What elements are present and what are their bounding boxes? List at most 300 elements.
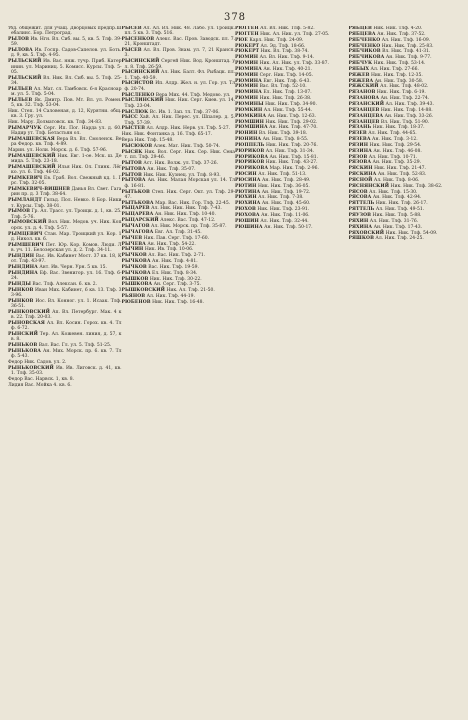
entry-details: Ник. Степ. 14 Саловеная, д. 12, Курятни. общ. кв. 3. Гру. ул.	[8, 108, 122, 120]
entry-details: Ал. Ник. Тлф. 44-65.	[368, 131, 417, 137]
entry-surname: РЯБЧУК	[348, 61, 373, 67]
entry-surname: РЫСИНСКИЙ	[121, 70, 160, 76]
entry-details: Ник. Ник. Тлф. 54-09.	[385, 230, 438, 236]
directory-columns	[8, 26, 462, 714]
entry-surname: РЫЦАРСКИЙ	[121, 218, 159, 224]
directory-entry	[122, 294, 236, 299]
directory-entry	[235, 213, 349, 218]
entry-details: Вл. Ник. Тлф. 41-31.	[382, 49, 431, 55]
directory-entry	[8, 383, 122, 388]
entry-details: Ант. Ив. Черн. Урн. 5 кв. 15.	[39, 264, 107, 270]
entry-surname: РЯТТЕЛЬ	[348, 207, 375, 213]
entry-details: Ал. Ник. Тлф. 44-19.	[146, 294, 195, 300]
directory-entry	[235, 143, 349, 148]
directory-entry	[122, 144, 236, 149]
entry-surname: РЮМИНА	[235, 90, 262, 96]
directory-entry	[122, 59, 236, 70]
entry-surname: РЯЗЕВ	[348, 131, 367, 137]
directory-entry	[122, 218, 236, 223]
entry-details: Вера Вл. Вл. Смоленск. Вера Федор. кв. Тлф. 4-89.	[11, 136, 122, 148]
directory-entry	[122, 150, 236, 161]
directory-entry	[235, 96, 349, 101]
directory-entry	[8, 332, 122, 343]
entry-details: Ник. Ник. Тлф. 29-02.	[265, 119, 318, 125]
entry-details: Алекс. Вас. Тлф. 47-12.	[160, 218, 216, 224]
directory-entry	[235, 38, 349, 43]
entry-details: тбд. общежит. для учащ. Дворцовых предпр.Шебалинс. Бор. Петроград.	[8, 26, 122, 37]
entry-surname: РЯЖЕВА	[348, 78, 374, 84]
entry-details: Ал. Вас. Ник. Тлф. 2-71.	[148, 253, 206, 259]
directory-entry	[349, 61, 463, 66]
directory-entry	[122, 242, 236, 247]
entry-surname: РЫЛЬЕВ	[8, 86, 33, 92]
entry-surname: РЫМАШЕВСКИЙ	[8, 164, 56, 170]
directory-entry	[122, 132, 236, 137]
entry-surname: РЫНОВСКАЯ	[8, 320, 45, 326]
entry-details: Ал. Ник. Балт. Фл. Рыбацк. пл. 1. Тлф. 40-59.	[124, 70, 235, 81]
entry-details: Ал. Ник. Тлф. 8-06.	[373, 177, 420, 183]
directory-entry	[349, 201, 463, 206]
entry-details: Вл. Ник. Тлф. 51-90.	[380, 119, 430, 125]
entry-surname: РЫЛОВ	[8, 37, 29, 43]
entry-surname: РЮМИН	[235, 61, 259, 67]
directory-entry	[8, 282, 122, 287]
directory-entry	[235, 172, 349, 177]
entry-details: Ник. Ник. Тлф. 6-19.	[376, 90, 426, 96]
directory-entry	[8, 377, 122, 382]
entry-details: Вас. Тлф. Алексан. 6. кв. 2.	[32, 281, 98, 287]
entry-details: Ал. Ник. Ник. Ник. Тлф. 7-43.	[151, 206, 222, 212]
directory-entry	[8, 154, 122, 165]
entry-surname: РЯЗАНОВА	[348, 96, 380, 102]
entry-surname: РЫНЬКОВА	[8, 348, 42, 354]
entry-surname: РЯЗАНЦЕВА	[348, 113, 384, 119]
directory-entry	[349, 55, 463, 60]
entry-details: Ан. Ник. Тлф. 30-58.	[374, 78, 424, 84]
entry-details: Мар. Ник. Тлф. 2-96.	[269, 166, 319, 172]
entry-surname: РЯБЧИКОВА	[348, 55, 385, 61]
directory-entry	[8, 87, 122, 98]
entry-details: Хай. Ал. Ник. Перес. ул. Шпалер. д. 5. Тлф. 57-39.	[124, 115, 235, 126]
entry-details: Ан. Ник. Тлф. 42-94.	[372, 195, 422, 201]
entry-details: Ан. Ник. Тлф. 8-55.	[262, 137, 309, 143]
entry-details: Ник. Евг. 1-ое. Мск. ш. Демида. 5. Тлф. 23-18.	[11, 153, 122, 165]
directory-entry	[349, 96, 463, 101]
entry-surname: РЮНИНА	[235, 137, 262, 143]
entry-surname: РЯХОВСКИЙ	[348, 230, 385, 236]
entry-surname: РЯЗАНОВ	[348, 90, 376, 96]
entry-details: Аст. Ник. Волж. ул. Тлф. 37-26.	[143, 160, 219, 166]
entry-details: Ник. Ник. Тлф. 4-20.	[373, 26, 423, 31]
entry-details: Марин. ул. Ноли. Морск. д. 6. Тлф. 57-96.	[8, 148, 108, 154]
directory-entry	[235, 125, 349, 130]
entry-details: Ал. Ник. Тлф. 39-43.	[385, 101, 434, 107]
directory-entry	[349, 178, 463, 183]
entry-details: Вол. Ник. Медов. уч. Ник. Копорск. ул. д. 4. Тлф. 5-57.	[11, 220, 122, 231]
directory-entry	[8, 165, 122, 176]
directory-entry	[122, 288, 236, 293]
directory-entry	[349, 149, 463, 154]
directory-entry	[8, 299, 122, 310]
directory-entry	[122, 190, 236, 201]
entry-details: Ник. Ник. Тлф. 29-54.	[369, 142, 422, 148]
entry-details: Ал. Ник. Тлф. 15-30.	[369, 189, 418, 195]
directory-entry	[349, 102, 463, 107]
entry-surname: РЫНДИН	[8, 253, 35, 259]
directory-entry	[349, 131, 463, 136]
directory-entry	[8, 220, 122, 231]
entry-details: Ан. Ник. Тлф. 17-43.	[373, 224, 423, 230]
entry-surname: РЫМЦЕВИЧ	[8, 231, 43, 237]
entry-details: Ал. Вл. Ник. Тлф. 5-82.	[260, 26, 315, 31]
directory-entry	[235, 219, 349, 224]
directory-entry	[8, 343, 122, 348]
entry-surname: РЮГГЕН	[235, 31, 259, 37]
directory-entry	[235, 55, 349, 60]
entry-surname: РЮХИНА	[235, 201, 261, 207]
entry-surname: РЫЧКОВ	[121, 264, 147, 270]
entry-surname: РЫЧЕВ	[121, 235, 143, 241]
directory-entry	[235, 114, 349, 119]
directory-entry	[8, 360, 122, 365]
directory-entry	[8, 109, 122, 120]
entry-surname: РЯБЧИКОВ	[348, 49, 381, 55]
directory-entry	[122, 178, 236, 189]
entry-surname: РЯХИН	[348, 218, 369, 224]
entry-details: Ник. Вол. Серг. Ник. Сер. Ник. Сенат. пл. Тлф. 29-46.	[124, 149, 235, 161]
entry-surname: РЫСЛЕНКО	[121, 92, 155, 98]
entry-surname: РЫЧАГОВА	[121, 229, 154, 235]
entry-surname: РЯЗАНЬ	[348, 125, 372, 131]
entry-details: Гр. Ал. Трасс. ул. Троицк. д. 1, кв. 25. Тлф. 5-76.	[11, 209, 122, 220]
entry-surname: РЮРИКОВА	[235, 166, 269, 172]
directory-entry	[8, 254, 122, 265]
entry-details: Ан. Ник. Тлф. 45-60.	[261, 201, 311, 207]
entry-details: Ник. Ал. Ник. ул. Тлф. 27-05.	[260, 31, 330, 37]
entry-details: Ал. Ник. Тлф. 24-25.	[375, 236, 424, 242]
entry-surname: РЯЗИН	[348, 142, 369, 148]
entry-details: Ан. Ник. Тлф. 47-70.	[269, 125, 318, 131]
entry-surname: РЫЛОВА	[8, 48, 33, 54]
entry-details: Лидия Вас. Мойка 4. кв. 6.	[8, 382, 72, 388]
directory-entry	[8, 98, 122, 109]
directory-entry	[349, 108, 463, 113]
directory-entry	[235, 61, 349, 66]
entry-surname: РЯХИНА	[348, 224, 373, 230]
directory-entry	[8, 321, 122, 332]
entry-details: Стан. Мар. Троицкий ул. Кор. 1 д. Никол. кв. 6.	[11, 231, 122, 242]
entry-details: Ал. Эд. Тлф. 18-66.	[260, 43, 306, 49]
directory-entry	[235, 131, 349, 136]
entry-surname: РЫШКОВА	[121, 282, 153, 288]
entry-surname: РЮКЕРТ	[235, 43, 260, 49]
entry-surname: РЮМКИН	[235, 107, 263, 113]
directory-entry	[349, 207, 463, 212]
entry-details: Ник. Ник. Тлф. 5-88.	[372, 213, 422, 218]
entry-details: Серг. Ник. Тлф. 14-05.	[259, 72, 314, 78]
entry-details: Ев. Граб. Вол. Свежный кд. 1. Грс. Тлф. 32-05.	[11, 176, 122, 187]
entry-surname: РЯЖЕВ	[348, 72, 370, 78]
entry-surname: РЮХИН	[235, 195, 257, 201]
directory-entry	[349, 73, 463, 78]
directory-entry	[235, 178, 349, 183]
directory-entry	[122, 70, 236, 81]
directory-entry	[8, 265, 122, 270]
directory-entry	[122, 253, 236, 258]
directory-entry	[8, 198, 122, 209]
entry-details: Алек. Мат. Ник. Тлф. 50-74.	[153, 143, 221, 149]
entry-details: Ал. Ник. Тлф. 7-38.	[258, 195, 304, 201]
entry-surname: РЫЧКОВА	[121, 270, 151, 276]
entry-details: Ал. Ник. Тлф. 10-71.	[368, 154, 418, 160]
entry-surname: РЫМАРЧУК	[8, 125, 42, 131]
entry-surname: РЯБЦЕВ	[348, 26, 372, 31]
entry-details: Ал. Ник. Морск. пр. Тлф. 35-87.	[151, 224, 227, 229]
directory-entry	[8, 288, 122, 299]
directory-entry	[122, 115, 236, 126]
directory-entry	[8, 37, 122, 48]
entry-surname: РЯЗАНСКИЙ	[348, 101, 385, 107]
entry-surname: РЫТЬКОВА	[121, 200, 154, 206]
entry-details: Ал. Ник. Тлф. 31-76.	[369, 218, 419, 224]
entry-details: Мар. Вас. Ник. Гор. Тлф. 22-45.	[155, 200, 231, 206]
entry-surname: РЫНДЫ	[8, 281, 31, 287]
entry-surname: РЫМКЕВИЧ-ВИШНЕВ	[8, 187, 71, 193]
entry-surname: РЫЛЬЕВ	[8, 97, 33, 103]
directory-entry	[235, 67, 349, 72]
entry-surname: РЮТИНА	[235, 189, 261, 195]
entry-details: Ник. Ив. Тлф. 10-06.	[144, 247, 194, 253]
entry-details: Ник. Ник. Серг. Киев. ул. 14. Тлф. 23-04.	[124, 98, 235, 109]
entry-details: Ив. Госпр. Садов-Сапелов. ул. Боть. д. 9, кв. 5. Тлф. 4-95.	[11, 48, 122, 59]
entry-details: Сергей Ник. Вод. Кронштад. ул. 8. Тлф. 26-59.	[124, 59, 235, 70]
entry-surname: РЮБЕНОВ	[121, 299, 151, 305]
entry-surname: РЮРИКОВ	[235, 148, 265, 154]
directory-entry	[8, 243, 122, 254]
entry-details: Ан. Ник. Тлф. 11-06.	[261, 213, 310, 218]
entry-details: Федор Ник. Садов. ул. 2.	[8, 360, 67, 365]
directory-column	[8, 26, 122, 714]
directory-entry	[8, 48, 122, 59]
directory-entry	[349, 26, 463, 31]
entry-details: Ник. Ник. Тлф. 16-48.	[152, 299, 204, 305]
entry-details: Ник. Ник. Тлф. 53-14.	[373, 61, 426, 67]
entry-surname: РЮХОВ	[235, 207, 256, 213]
directory-entry	[349, 137, 463, 142]
entry-details: Ан. Ник. Тлф. 12-63.	[267, 113, 317, 119]
directory-column	[235, 26, 349, 714]
directory-entry	[235, 160, 349, 165]
entry-surname: РЯЗИНА	[348, 148, 372, 154]
entry-details: Ник. Ал. Тлф. 21-50.	[166, 288, 215, 294]
entry-surname: РЫНЬКОВ	[8, 343, 38, 349]
entry-surname: РЮШИНА	[235, 224, 263, 230]
directory-entry	[349, 184, 463, 189]
entry-details: Ан. Ник. Тлф. 40-21.	[263, 66, 312, 72]
entry-details: Ник. Ник. Кузнец. ул. Тлф. 8-93.	[143, 172, 221, 178]
entry-details: Ник. Ник. Тлф. 36-05.	[257, 183, 310, 189]
entry-surname: РЯБЧЕНКО	[348, 37, 381, 43]
entry-surname: РЫСЛЮК	[121, 109, 149, 115]
directory-entry	[122, 265, 236, 270]
directory-entry	[349, 114, 463, 119]
entry-surname: РЫМАШЕВСКИЙ	[8, 153, 56, 159]
directory-entry	[122, 110, 236, 115]
entry-surname: РЫТОВ	[121, 160, 142, 166]
directory-entry	[349, 143, 463, 148]
entry-details: Ник. Ник. Тлф. 18-37.	[372, 125, 425, 131]
entry-surname: РЮНИН	[235, 131, 258, 137]
entry-details: Ел. Ник. Тлф. 8-34.	[152, 270, 198, 276]
directory-entry	[349, 166, 463, 171]
directory-entry	[8, 126, 122, 137]
entry-details: Вл. Ник. Тлф. 39-18.	[258, 131, 308, 137]
entry-surname: РЯЗОВА	[348, 160, 372, 166]
entry-surname: РЮМШИН	[235, 119, 264, 125]
directory-entry	[349, 213, 463, 218]
entry-details: Ал. Мат. сл. Тамбовск. 6-я Красноарм. ул. 5. Тлф. 5-04.	[11, 86, 122, 97]
entry-surname: РЫНЬКОВСКИЙ	[8, 365, 54, 371]
entry-details: Ан. Ник. Тлф. 54-22.	[147, 241, 196, 247]
directory-entry	[122, 282, 236, 287]
entry-details: Ан. Ник. Тлф. 50-17.	[264, 224, 313, 230]
entry-surname: РЫТЬКОВ	[121, 189, 150, 195]
entry-surname: РЯШКОВ	[348, 236, 374, 242]
directory-entry	[122, 300, 236, 305]
entry-details: Ал. Вл. Косин. Горох. кв. 4. Тлф. 6-72.	[11, 320, 122, 332]
directory-entry	[8, 209, 122, 220]
entry-surname: РЫМЛАНДТ	[8, 198, 42, 204]
entry-details: Ник. Пав. Серг. Тлф. 17-60.	[143, 235, 210, 241]
directory-entry	[122, 230, 236, 235]
directory-entry	[235, 120, 349, 125]
directory-entry	[235, 49, 349, 54]
entry-surname: РЫТОВА	[121, 178, 146, 184]
directory-entry	[122, 167, 236, 172]
directory-entry	[235, 184, 349, 189]
directory-entry	[122, 48, 236, 59]
directory-column	[122, 26, 236, 714]
entry-details: Ник. Ник. Тлф. 30-22.	[149, 276, 202, 282]
entry-details: Як. Дмитр. Пов. Мт. Вл. ул. Ромен. 5, кв. 32. Тлф. 53-04.	[11, 97, 122, 109]
directory-entry	[122, 126, 236, 131]
entry-surname: РЯЖСКИЙ	[348, 84, 379, 90]
entry-surname: РЫНДИНА	[8, 264, 38, 270]
directory-entry	[349, 219, 463, 224]
entry-surname: РЫНКОВ	[8, 298, 34, 304]
entry-surname: РЯУЗОВ	[348, 213, 372, 218]
entry-details: Ел. Ник. Тлф. 13-07.	[263, 90, 312, 96]
directory-entry	[235, 26, 349, 31]
entry-details: Ник. Ник. Тлф. 20-76.	[265, 142, 318, 148]
entry-details: Ан. Ник. Тлф. 46-08.	[373, 148, 422, 154]
entry-surname: РЯЗОВ	[348, 154, 368, 160]
entry-details: Ал. Ник. Тлф. 16-09.	[381, 37, 431, 43]
entry-details: Серг. Ип. Пог. Нарда ул. д. 60. Надир ут. Тлф. Бетастьян ол.	[11, 125, 122, 137]
directory-entry	[349, 172, 463, 177]
entry-details: Данья Вл. Свет. Гагарин пр. д. 3 Тлф. 38-64.	[11, 187, 122, 198]
entry-surname: РЫСЕНКОВ	[121, 37, 155, 43]
directory-entry	[8, 187, 122, 198]
entry-details: Ник. Мару. Долматовск. кв. Тлф. 34-83.	[8, 120, 103, 125]
directory-entry	[122, 161, 236, 166]
entry-surname: РЮРИКОВ	[235, 160, 265, 166]
directory-entry	[235, 225, 349, 230]
entry-surname: РЮМИН	[235, 72, 259, 78]
entry-details: Ан. Ник. Тлф. 19-72.	[261, 189, 311, 195]
entry-details: Вас. Вл. Тлф. 52-10.	[259, 84, 307, 90]
entry-details: Ал. Ал. Вл. Ник. 48. Лабо. ул. Троицк. пл. 5 кв. 3. Тлф. 516.	[124, 26, 235, 37]
entry-details: Ник. Ник. Тлф. 26-17.	[375, 201, 428, 207]
entry-details: Ник. Ник. Тлф. 23-91.	[257, 207, 310, 213]
entry-details: Ив. Ив. Лиговск. д. 41, кв. 1. Тлф. 35-03.	[11, 365, 122, 377]
entry-surname: РЮРИКОВА	[235, 154, 269, 160]
directory-entry	[122, 37, 236, 48]
directory-entry	[349, 160, 463, 165]
directory-entry	[235, 201, 349, 206]
entry-surname: РЫСС	[121, 115, 138, 121]
entry-surname: РЯТТЕЛЬ	[348, 201, 375, 207]
entry-details: Ник. Вл. Тлф. 38-74.	[260, 49, 309, 55]
entry-surname: РЫТОВ	[121, 172, 142, 178]
entry-details: Ал. Ник. Тлф. 31-34.	[265, 148, 315, 154]
directory-entry	[122, 236, 236, 241]
entry-surname: РЯЗАНЦЕВ	[348, 107, 380, 113]
entry-details: Ап. Вл. Петербург. Мак. 4 кв. 22. Тлф. 20-03.	[11, 309, 122, 321]
directory-column	[349, 26, 463, 714]
directory-entry	[8, 26, 122, 37]
entry-details: Ан. Ник. Тлф. 9-77.	[385, 55, 432, 61]
entry-details: Вера Ник. Тлф. 15-48.	[121, 138, 174, 144]
entry-surname: РЯЗЕВА	[348, 137, 371, 143]
entry-surname: РЫМШЕВИЧ	[8, 242, 44, 248]
entry-details: Ан. Ник. Тлф. 15-81.	[269, 154, 319, 160]
entry-surname: РЬЯНОВ	[121, 294, 146, 300]
entry-details: Пет. Юр. Кор. Комов. Люди. Лв. уч. 11. Белозерская ул. д. 2. Тлф. 34-11.	[11, 242, 122, 253]
directory-entry	[122, 224, 236, 229]
entry-details: Ал. Вл. Ник. Тлф. 9-14.	[259, 55, 315, 61]
entry-surname: РЫШКОВСКИЙ	[121, 288, 165, 294]
entry-surname: РЯСКИНА	[348, 172, 377, 178]
directory-entry	[235, 90, 349, 95]
entry-surname: РЫЧКОВА	[121, 259, 151, 265]
entry-surname: РЫМАШЕВСКАЯ	[8, 136, 55, 142]
entry-details: Гильд. Пол. Невко. 8 Бор. Никит. Курсы. Тлф. 38-01.	[11, 198, 122, 209]
entry-surname: РЯСОВ	[348, 189, 368, 195]
directory-entry	[235, 32, 349, 37]
entry-surname: РЫСЯК	[121, 149, 143, 155]
directory-entry	[349, 225, 463, 230]
entry-details: Вал. Вас. Гл. ул. 5. Тлф. 51-25.	[38, 343, 112, 349]
entry-details: Иван Мих. Кабинет, 6 кв. 13. Тлф. 33-96.	[11, 287, 122, 298]
entry-details: Ал. Ник. Тлф. 51-13.	[258, 172, 307, 178]
directory-entry	[8, 148, 122, 153]
directory-entry	[349, 44, 463, 49]
entry-details: Вс. Ив. 1. Зап. тл. Тлф. 37-06.	[149, 109, 220, 115]
entry-surname: РЯСНЯНСКИЙ	[348, 183, 390, 189]
entry-details: Вл. Ник. Вл. Сиб. вы. 5. Тлф. 25-34.	[11, 75, 122, 86]
directory-entry	[8, 310, 122, 321]
directory-entry	[8, 232, 122, 243]
entry-details: Еф. Вас. Звенигор. ул. 16. Тлф. 6-24.	[11, 270, 122, 281]
entry-details: Ан. Ник. Тлф. 22-74.	[380, 96, 430, 102]
entry-details: Ник. Ник. Тлф. 21-47.	[374, 166, 426, 172]
entry-details: Ник. Ал. Ник. ул. Тлф. 33-87.	[259, 61, 329, 67]
entry-surname: РЮШИН	[235, 218, 259, 224]
entry-details: Ал. Алдр. Ник. Нерв. ул. Тлф. 5-27.	[146, 126, 231, 132]
directory-entry	[235, 137, 349, 142]
entry-details: Ал. Вл. Пров. Знам. ул. 7, 21 Крансп. 3.	[124, 48, 235, 59]
